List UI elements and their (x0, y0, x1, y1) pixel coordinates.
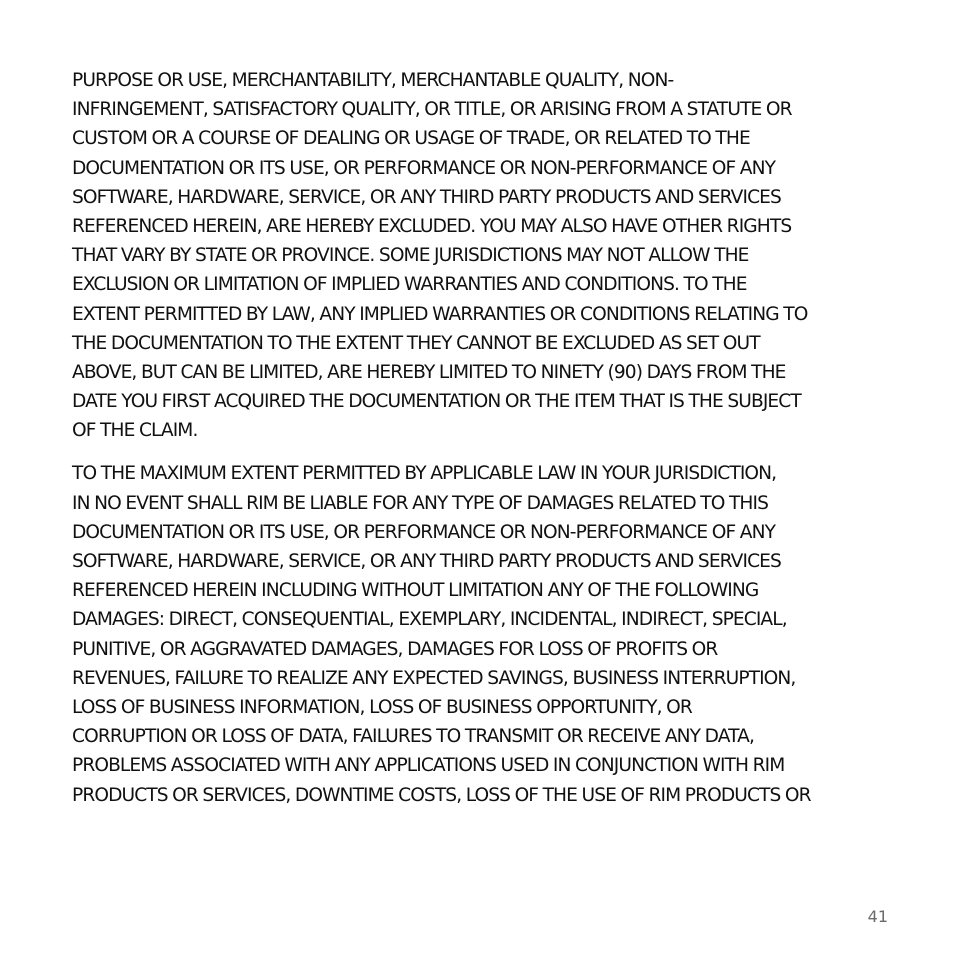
text-line: CORRUPTION OR LOSS OF DATA, FAILURES TO TRANSMIT OR RECEIVE ANY DATA, (72, 726, 754, 748)
document-page (72, 66, 902, 810)
text-line: TO THE MAXIMUM EXTENT PERMITTED BY APPLICABLE LAW IN YOUR JURISDICTION, (72, 463, 777, 485)
text-line: LOSS OF BUSINESS INFORMATION, LOSS OF BUSINESS OPPORTUNITY, OR (72, 696, 692, 718)
text-line: EXCLUSION OR LIMITATION OF IMPLIED WARRANTIES AND CONDITIONS. TO THE (72, 274, 747, 296)
text-line: PURPOSE OR USE, MERCHANTABILITY, MERCHANTABLE QUALITY, NON- (72, 70, 674, 91)
text-line: DATE YOU FIRST ACQUIRED THE DOCUMENTATION OR THE ITEM THAT IS THE SUBJECT (72, 391, 801, 413)
page-number: 41 (867, 907, 888, 926)
text-line: THAT VARY BY STATE OR PROVINCE. SOME JURISDICTIONS MAY NOT ALLOW THE (72, 245, 749, 267)
text-line: THE DOCUMENTATION TO THE EXTENT THEY CANNOT BE EXCLUDED AS SET OUT (72, 332, 760, 354)
text-line: EXTENT PERMITTED BY LAW, ANY IMPLIED WARRANTIES OR CONDITIONS RELATING TO (72, 303, 808, 325)
text-line: DOCUMENTATION OR ITS USE, OR PERFORMANCE OR NON-PERFORMANCE OF ANY (72, 157, 776, 179)
paragraph-limitation-of-liability (72, 459, 902, 809)
text-line: PUNITIVE, OR AGGRAVATED DAMAGES, DAMAGES FOR LOSS OF PROFITS OR (72, 638, 718, 660)
text-line: REVENUES, FAILURE TO REALIZE ANY EXPECTED SAVINGS, BUSINESS INTERRUPTION, (72, 667, 796, 689)
paragraph-warranty-exclusion (72, 66, 902, 445)
text-line: REFERENCED HEREIN, ARE HEREBY EXCLUDED. YOU MAY ALSO HAVE OTHER RIGHTS (72, 215, 792, 237)
text-line: PRODUCTS OR SERVICES, DOWNTIME COSTS, LOSS OF THE USE OF RIM PRODUCTS OR (72, 784, 811, 806)
text-line: IN NO EVENT SHALL RIM BE LIABLE FOR ANY TYPE OF DAMAGES RELATED TO THIS (72, 492, 768, 514)
text-line: SOFTWARE, HARDWARE, SERVICE, OR ANY THIRD PARTY PRODUCTS AND SERVICES (72, 186, 781, 208)
text-line: OF THE CLAIM. (72, 420, 198, 442)
text-line: PROBLEMS ASSOCIATED WITH ANY APPLICATIONS USED IN CONJUNCTION WITH RIM (72, 755, 785, 777)
text-line: CUSTOM OR A COURSE OF DEALING OR USAGE OF TRADE, OR RELATED TO THE (72, 128, 750, 150)
text-line: SOFTWARE, HARDWARE, SERVICE, OR ANY THIRD PARTY PRODUCTS AND SERVICES (72, 551, 781, 572)
text-line: REFERENCED HEREIN INCLUDING WITHOUT LIMITATION ANY OF THE FOLLOWING (72, 580, 759, 602)
text-line: INFRINGEMENT, SATISFACTORY QUALITY, OR TITLE, OR ARISING FROM A STATUTE OR (72, 99, 792, 121)
text-line: DAMAGES: DIRECT, CONSEQUENTIAL, EXEMPLARY, INCIDENTAL, INDIRECT, SPECIAL, (72, 609, 787, 631)
text-line: ABOVE, BUT CAN BE LIMITED, ARE HEREBY LIMITED TO NINETY (90) DAYS FROM THE (72, 361, 786, 383)
text-line: DOCUMENTATION OR ITS USE, OR PERFORMANCE OR NON-PERFORMANCE OF ANY (72, 521, 776, 543)
